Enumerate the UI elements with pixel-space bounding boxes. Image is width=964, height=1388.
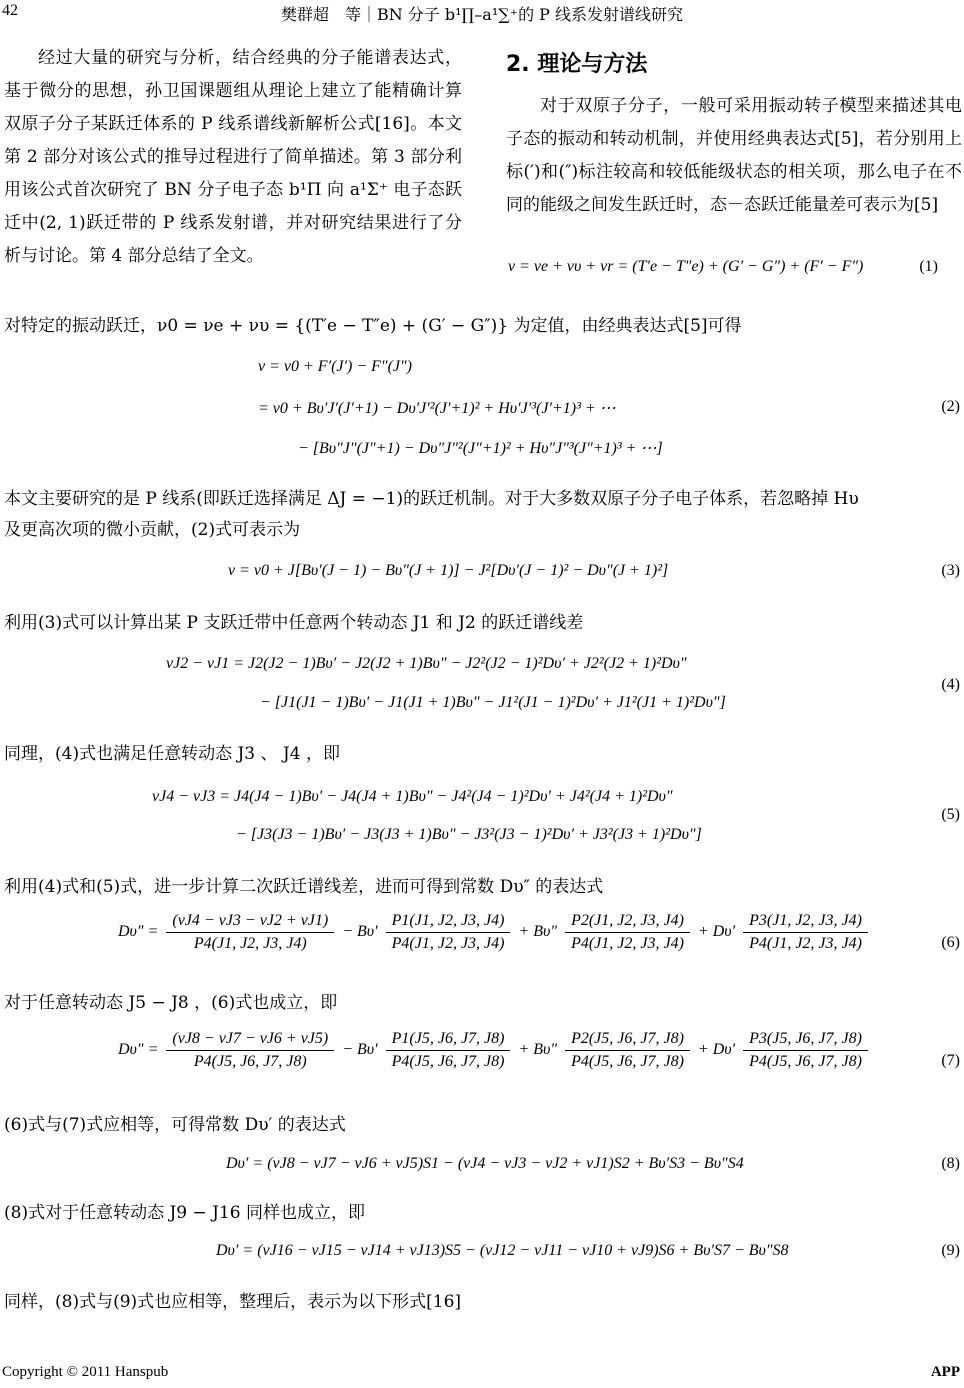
page-number: 42	[2, 2, 18, 19]
page-footer	[2, 1364, 960, 1384]
equation-4-line-1: νJ2 − νJ1 = J2(J2 − 1)Bυ′ − J2(J2 + 1)Bυ″ − J2²(J2 − 1)²Dυ′ + J2²(J2 + 1)²Dυ″	[166, 655, 687, 672]
equation-5-number: (5)	[941, 806, 960, 823]
p-branch-line-1: 本文主要研究的是 P 线系(即跃迁选择满足 ΔJ = −1)的跃迁机制。对于大多数双原子分子电子体系，若忽略掉 Hυ	[4, 489, 859, 509]
line-difference-text: 利用(3)式可以计算出某 P 支跃迁带中任意两个转动态 J1 和 J2 的跃迁谱线差	[4, 613, 584, 633]
equation-5-line-2: − [J3(J3 − 1)Bυ′ − J3(J3 + 1)Bυ″ − J3²(J3 − 1)²Dυ′ + J3²(J3 + 1)²Dυ″]	[236, 826, 702, 843]
equation-9-number: (9)	[941, 1242, 960, 1259]
equation-4-line-2: − [J1(J1 − 1)Bυ′ − J1(J1 + 1)Bυ″ − J1²(J1 − 1)²Dυ′ + J1²(J1 + 1)²Dυ″]	[260, 694, 726, 711]
journal-code: APP	[930, 1364, 960, 1380]
theory-paragraph: 对于双原子分子，一般可采用振动转子模型来描述其电子态的振动和转动机制，并使用经典表达式[5]，若分别用上标(′)和(″)标注较高和较低能级状态的相关项，那么电子在不同的能级之间发生跃迁时，态－态跃迁能量差可表示为[5]	[506, 96, 962, 215]
equation-7-number: (7)	[941, 1052, 960, 1069]
final-text: 同样，(8)式与(9)式也应相等，整理后，表示为以下形式[16]	[4, 1292, 462, 1312]
section-title: 2. 理论与方法	[506, 52, 648, 77]
equation-8-number: (8)	[941, 1155, 960, 1172]
equation-1-number: (1)	[919, 258, 938, 275]
eq7-fraction-2: $\frac{P1(J5, J6, J7, J8)}{P4(J5, J6, J7, J8)}$	[386, 1030, 511, 1071]
eq6-fraction-2: $\frac{P1(J1, J2, J3, J4)}{P4(J1, J2, J3, J4)}$	[386, 912, 511, 953]
equation-3: ν = ν0 + J[Bυ′(J − 1) − Bυ″(J + 1)] − J²[Dυ′(J − 1)² − Dυ″(J + 1)²]	[228, 562, 669, 579]
equation-8: Dυ′ = (νJ8 − νJ7 − νJ6 + νJ5)S1 − (νJ4 − νJ3 − νJ2 + νJ1)S2 + Bυ′S3 − Bυ″S4	[226, 1155, 744, 1172]
equation-2-line-3: − [Bυ″J″(J″+1) − Dυ″J″²(J″+1)² + Hυ″J″³(J″+1)³ + ⋯]	[298, 440, 663, 457]
fixed-transition-line: 对特定的振动跃迁，ν0 = νe + νυ = {(T′e − T″e) + (G′ − G″)} 为定值，由经典表达式[5]可得	[4, 316, 742, 336]
similarly-text: 同理，(4)式也满足任意转动态 J3 、 J4 ，即	[4, 744, 340, 764]
eq7-fraction-3: $\frac{P2(J5, J6, J7, J8)}{P4(J5, J6, J7, J8)}$	[565, 1030, 690, 1071]
equation-3-number: (3)	[941, 562, 960, 579]
equation-7: Dυ″ = $\frac{(\nu J8 - \nu J7 - \nu J6 + \nu J5)}{P4(J5, J6, J7, J8)}$ − Bυ′ $\frac{P1(J5, J6, J7, J8)}{P4(J5, J6, J7, J8)}$ + Bυ″ $\frac{P2(J5, J6, J7, J8)}{P4(J5, J6, J7, J8)}$ + Dυ′ $\frac{P3(J5, J6, J7, J8)}{P4(J5, J6, J7, J8)}$	[118, 1030, 872, 1071]
equation-6-number: (6)	[941, 934, 960, 951]
equation-5-line-1: νJ4 − νJ3 = J4(J4 − 1)Bυ′ − J4(J4 + 1)Bυ″ − J4²(J4 − 1)²Dυ′ + J4²(J4 + 1)²Dυ″	[152, 788, 673, 805]
equation-6: Dυ″ = $\frac{(\nu J4 - \nu J3 - \nu J2 + \nu J1)}{P4(J1, J2, J3, J4)}$ − Bυ′ $\frac{P1(J1, J2, J3, J4)}{P4(J1, J2, J3, J4)}$ + Bυ″ $\frac{P2(J1, J2, J3, J4)}{P4(J1, J2, J3, J4)}$ + Dυ′ $\frac{P3(J1, J2, J3, J4)}{P4(J1, J2, J3, J4)}$	[118, 912, 872, 953]
equation-2-line-1: ν = ν0 + F′(J′) − F″(J″)	[258, 358, 412, 375]
copyright: Copyright © 2011 Hanspub	[2, 1364, 169, 1380]
equation-9: Dυ′ = (νJ16 − νJ15 − νJ14 + νJ13)S5 − (νJ12 − νJ11 − νJ10 + νJ9)S6 + Bυ′S7 − Bυ″S8	[216, 1242, 789, 1259]
eq7-fraction-4: $\frac{P3(J5, J6, J7, J8)}{P4(J5, J6, J7, J8)}$	[743, 1030, 868, 1071]
eq6-lhs: Dυ″ =	[118, 923, 159, 941]
second-difference-text: 利用(4)式和(5)式，进一步计算二次跃迁谱线差，进而可得到常数 Dυ″ 的表达式	[4, 877, 604, 897]
equation-2-number: (2)	[941, 398, 960, 415]
p-branch-line-2: 及更高次项的微小贡献，(2)式可表示为	[4, 520, 301, 540]
running-title: 樊群超 等｜BN 分子 b¹∏–a¹∑⁺的 P 线系发射谱线研究	[280, 5, 684, 24]
equation-4-number: (4)	[941, 676, 960, 693]
j5-j8-text: 对于任意转动态 J5 − J8 ，(6)式也成立，即	[4, 993, 338, 1013]
j9-j16-text: (8)式对于任意转动态 J9 − J16 同样也成立，即	[4, 1203, 366, 1223]
page-header	[0, 0, 964, 28]
eq6-fraction-1: $\frac{(\nu J4 - \nu J3 - \nu J2 + \nu J1)}{P4(J1, J2, J3, J4)}$	[166, 912, 334, 953]
eq6-fraction-4: $\frac{P3(J1, J2, J3, J4)}{P4(J1, J2, J3, J4)}$	[743, 912, 868, 953]
equation-2-line-2: = ν0 + Bυ′J′(J′+1) − Dυ′J′²(J′+1)² + Hυ′J′³(J′+1)³ + ⋯	[258, 400, 616, 417]
constant-dv-text: (6)式与(7)式应相等，可得常数 Dυ′ 的表达式	[4, 1115, 346, 1135]
eq6-fraction-3: $\frac{P2(J1, J2, J3, J4)}{P4(J1, J2, J3, J4)}$	[565, 912, 690, 953]
intro-paragraph: 经过大量的研究与分析，结合经典的分子能谱表达式，基于微分的思想，孙卫国课题组从理论上建立了能精确计算双原子分子某跃迁体系的 P 线系谱线新解析公式[16]。本文第 2 部分对该公式的推导过程进行了简单描述。第 3 部分利用该公式首次研究了 BN 分子电子态 b¹Π 向 a¹Σ⁺ 电子态跃迁中(2, 1)跃迁带的 P 线系发射谱，并对研究结果进行了分析与讨论。第 4 部分总结了全文。	[4, 48, 462, 266]
eq7-lhs: Dυ″ =	[118, 1041, 159, 1059]
eq7-fraction-1: $\frac{(\nu J8 - \nu J7 - \nu J6 + \nu J5)}{P4(J5, J6, J7, J8)}$	[166, 1030, 334, 1071]
equation-1: ν = νe + νυ + νr = (T′e − T″e) + (G′ − G″) + (F′ − F″)	[508, 258, 864, 275]
